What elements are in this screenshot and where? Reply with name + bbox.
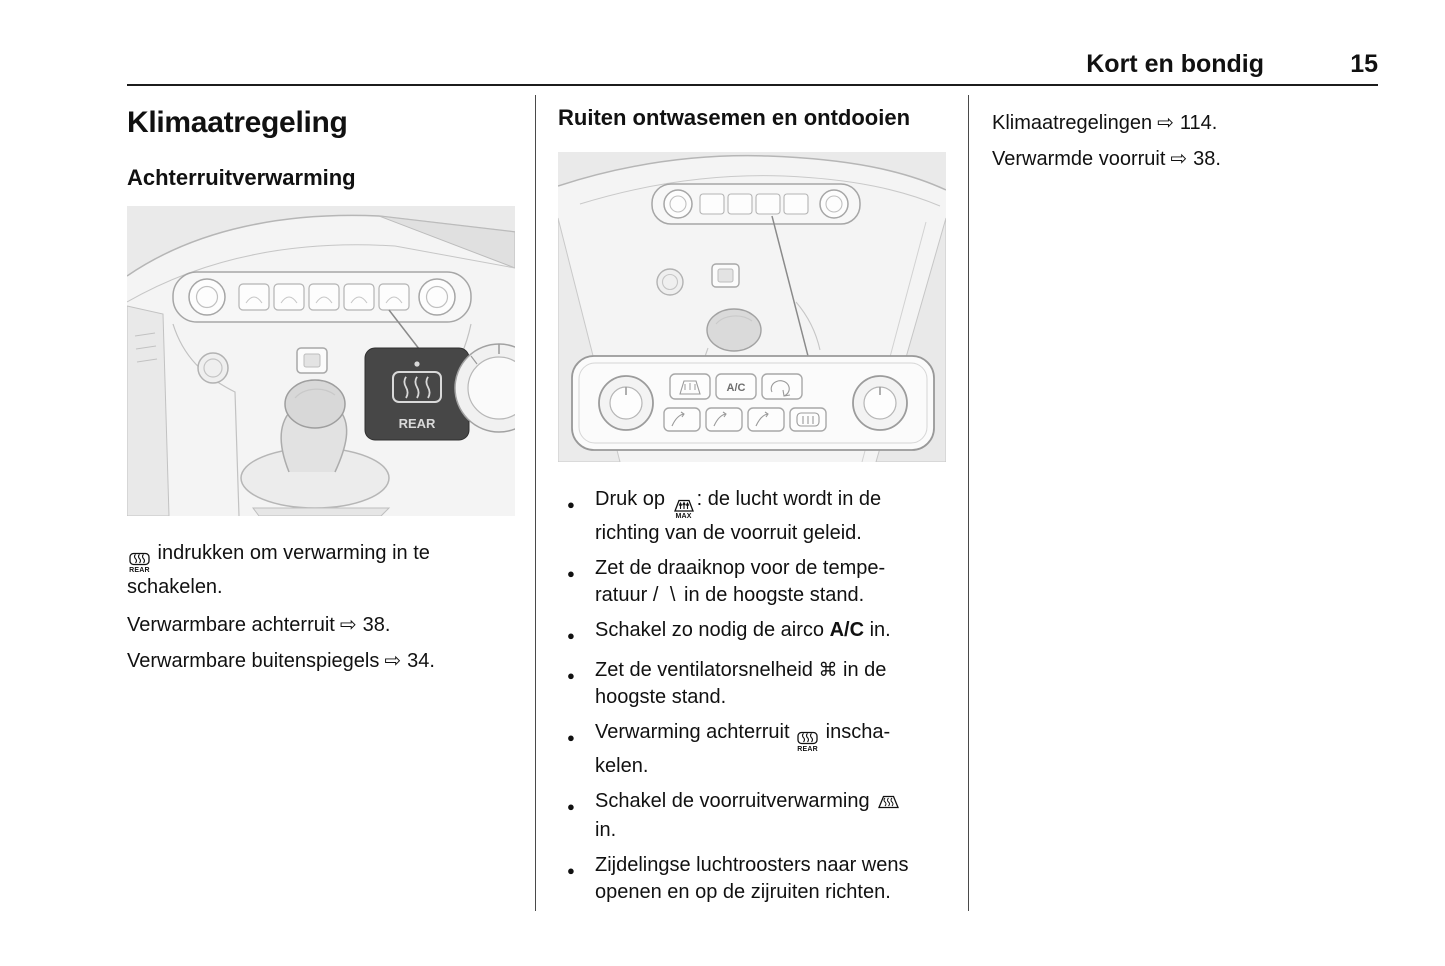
subsection-heading: Ruiten ontwasemen en ontdooien bbox=[558, 105, 911, 130]
bullet-text: : de lucht wordt in de richting van de voorruit geleid. bbox=[595, 488, 882, 544]
bullet-text: in de hoogste stand. bbox=[678, 584, 865, 606]
rear-button-label: REAR bbox=[398, 416, 436, 431]
list-item bbox=[558, 788, 948, 844]
bullet-icon: ● bbox=[567, 799, 575, 814]
list-item bbox=[558, 555, 948, 609]
illustration-climate-panel bbox=[558, 152, 946, 462]
bullet-text: Zijdelingse luchtroosters naar wens openen en op de zijruiten richten. bbox=[595, 854, 909, 903]
ac-label: A/C bbox=[829, 619, 865, 641]
cross-reference bbox=[127, 648, 515, 675]
list-item bbox=[558, 617, 948, 649]
ac-button-label: A/C bbox=[726, 382, 746, 394]
cross-reference-arrow-icon: ⇨ bbox=[1157, 112, 1174, 134]
heated-rear-window-icon bbox=[797, 731, 818, 753]
bullet-text: in. bbox=[595, 819, 617, 841]
bullet-icon: ● bbox=[567, 497, 575, 512]
bullet-text: Druk op bbox=[595, 488, 671, 510]
cross-reference-arrow-icon: ⇨ bbox=[384, 650, 402, 672]
cross-reference bbox=[992, 110, 1378, 137]
bullet-text: Verwarming achterruit bbox=[595, 721, 796, 743]
chapter-title: Kort en bondig bbox=[1086, 50, 1264, 78]
bullet-icon: ● bbox=[567, 730, 575, 745]
bullet-icon: ● bbox=[567, 628, 575, 643]
bullet-text: Schakel de voorruitverwarming bbox=[595, 790, 876, 812]
reference-page: 34. bbox=[407, 650, 435, 672]
icon-caption: REAR bbox=[797, 746, 818, 753]
header-rule bbox=[127, 84, 1378, 86]
max-defrost-icon bbox=[673, 499, 695, 520]
section-heading: Klimaatregeling bbox=[127, 106, 348, 139]
cross-reference bbox=[992, 146, 1378, 173]
list-item bbox=[558, 657, 948, 711]
paragraph-text: indrukken om verwarming in te schakelen. bbox=[127, 542, 430, 598]
bullet-text: Schakel zo nodig de airco bbox=[595, 619, 830, 641]
reference-label: Verwarmbare buitenspiegels bbox=[127, 650, 380, 672]
fan-speed-icon: ⌘ bbox=[818, 660, 838, 681]
bullet-text: in de hoogste stand. bbox=[595, 659, 887, 708]
list-item bbox=[558, 486, 948, 547]
bullet-text: inschakelen. bbox=[595, 721, 891, 777]
column-divider bbox=[968, 95, 969, 911]
icon-caption: MAX bbox=[675, 513, 692, 520]
reference-label: Verwarmde voorruit bbox=[992, 148, 1166, 170]
cross-reference-arrow-icon: ⇨ bbox=[1170, 148, 1188, 170]
bullet-text: Zet de draaiknop voor de temperatuur bbox=[595, 557, 886, 606]
reference-page: 38. bbox=[1193, 148, 1221, 170]
cross-reference bbox=[127, 612, 515, 639]
bullet-icon: ● bbox=[567, 863, 575, 878]
cross-reference-arrow-icon: ⇨ bbox=[339, 614, 357, 636]
instruction-list bbox=[558, 486, 948, 906]
reference-label: Klimaatregelingen bbox=[992, 112, 1153, 134]
bullet-icon: ● bbox=[567, 566, 575, 581]
list-item bbox=[558, 719, 948, 780]
reference-page: 38. bbox=[362, 614, 391, 636]
page-number: 15 bbox=[1350, 50, 1378, 78]
heated-windshield-icon bbox=[877, 790, 900, 817]
column-divider bbox=[535, 95, 536, 911]
column-references bbox=[992, 110, 1378, 173]
illustration-rear-window-heating bbox=[127, 206, 515, 516]
bullet-icon: ● bbox=[567, 668, 575, 683]
temperature-dial-marks-icon: / \ bbox=[652, 584, 679, 606]
reference-page: 114. bbox=[1179, 112, 1218, 134]
heated-rear-window-icon bbox=[129, 552, 150, 574]
paragraph-rear-heating bbox=[127, 540, 515, 601]
bullet-text: in. bbox=[864, 619, 891, 641]
subsection-heading: Achterruitverwarming bbox=[127, 165, 356, 190]
list-item bbox=[558, 852, 948, 906]
reference-label: Verwarmbare achterruit bbox=[127, 614, 335, 636]
column-demisting bbox=[558, 105, 948, 914]
column-climate-control bbox=[127, 105, 515, 675]
bullet-text: Zet de ventilatorsnelheid bbox=[595, 659, 819, 681]
icon-caption: REAR bbox=[129, 567, 150, 574]
